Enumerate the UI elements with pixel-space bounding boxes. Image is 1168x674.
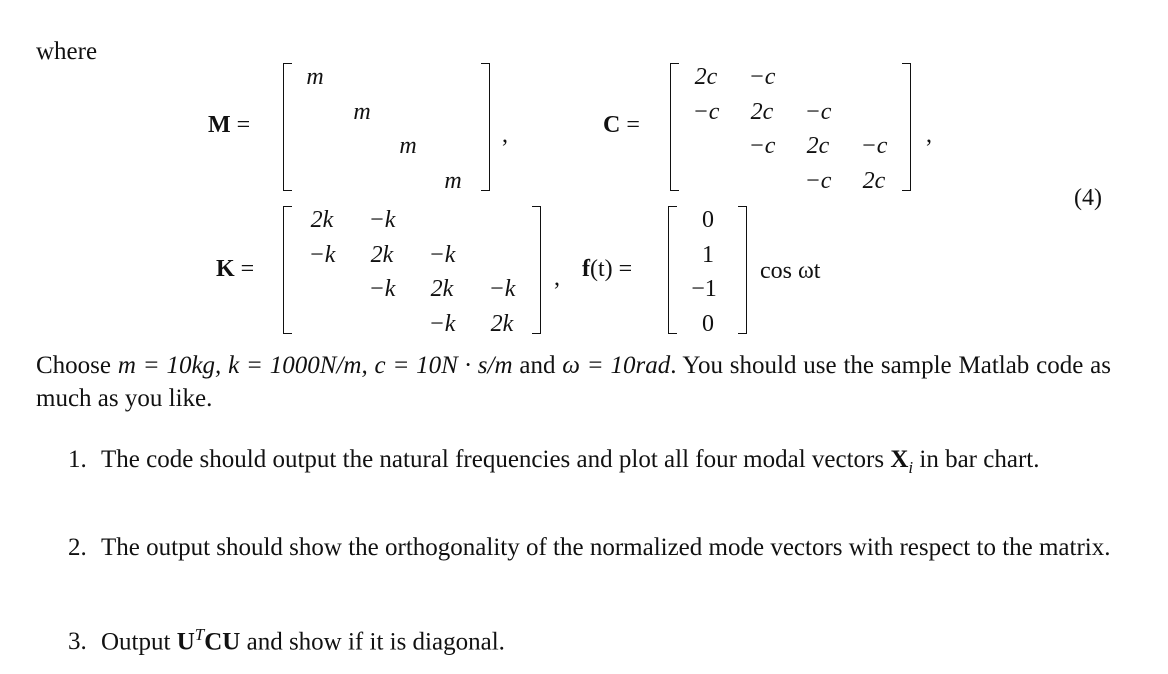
vector-f-entry: −1 [691,276,717,302]
vector-f-entry: 0 [702,311,714,337]
comma: , [554,265,560,291]
matrix-m-label: M = [208,112,251,138]
matrix-symbol: U [176,628,195,656]
superscript: T [194,625,205,644]
list-text: and show if it is diagonal. [240,628,505,656]
matrix-c-entry: −c [804,99,832,125]
list-text: Output [101,628,177,656]
list-text: in bar chart. [913,446,1040,473]
matrix-c-entry: −c [804,168,832,194]
matrix-k-entry: −k [428,311,456,337]
parameter-values: m = 10kg, k = 1000N/m, c = 10N · s/m [117,352,513,379]
equation-number: (4) [1074,185,1102,211]
matrix-c-entry: −c [748,64,776,90]
list-text: The output should show the orthogonality of the normalized mode vectors with respect to the matrix. [101,534,1111,561]
matrix-c-entry: 2c [806,133,830,159]
cos-factor: cos ωt [760,258,821,284]
vector-f-right-bracket [738,206,747,334]
omega-value: ω = 10rad [562,352,671,379]
vector-f-left-bracket [668,206,677,334]
matrix-m-entry: m [306,64,324,90]
matrix-k-entry: −k [428,242,456,268]
matrix-c-entry: 2c [750,99,774,125]
intro-word: where [36,38,98,65]
comma: , [926,122,932,148]
matrix-m-entry: m [399,133,417,159]
matrix-k-right-bracket [532,206,541,334]
subscript: i [908,458,914,477]
paragraph-text: . You should use the sample Matlab code as much as you like. [36,352,1111,412]
matrix-k-entry: −k [368,276,396,302]
matrix-c-entry: 2c [862,168,886,194]
paragraph-text: Choose [36,352,118,379]
matrix-k-entry: 2k [430,276,454,302]
matrix-k-entry: 2k [310,207,334,233]
matrix-c-entry: −c [692,99,720,125]
paragraph-text: and [512,352,563,379]
list-number: 1. [68,446,87,473]
list-number: 2. [68,534,87,561]
vector-f-label: f(t) = [582,256,633,282]
matrix-k-entry: −k [368,207,396,233]
matrix-k-entry: 2k [490,311,514,337]
comma: , [502,122,508,148]
list-text: The code should output the natural frequencies and plot all four modal vectors [101,446,891,473]
matrix-k-label: K = [216,256,255,282]
matrix-k-entry: 2k [370,242,394,268]
matrix-k-left-bracket [283,206,292,334]
matrix-c-entry: −c [748,133,776,159]
list-number: 3. [68,628,87,656]
matrix-c-entry: 2c [694,64,718,90]
matrix-symbol: CU [204,628,241,656]
list-item-3 [68,618,1111,658]
vector-f-entry: 1 [702,242,714,268]
matrix-m-entry: m [444,168,462,194]
matrix-k-entry: −k [308,242,336,268]
list-item-2 [68,531,1111,564]
vector-f-entry: 0 [702,207,714,233]
matrix-m-entry: m [353,99,371,125]
list-item-1 [68,443,1111,484]
matrix-c-entry: −c [860,133,888,159]
matrix-k-entry: −k [488,276,516,302]
matrix-c-label: C = [603,112,640,138]
modal-vector-symbol: X [890,446,909,473]
paragraph-choose-values [36,349,1111,415]
